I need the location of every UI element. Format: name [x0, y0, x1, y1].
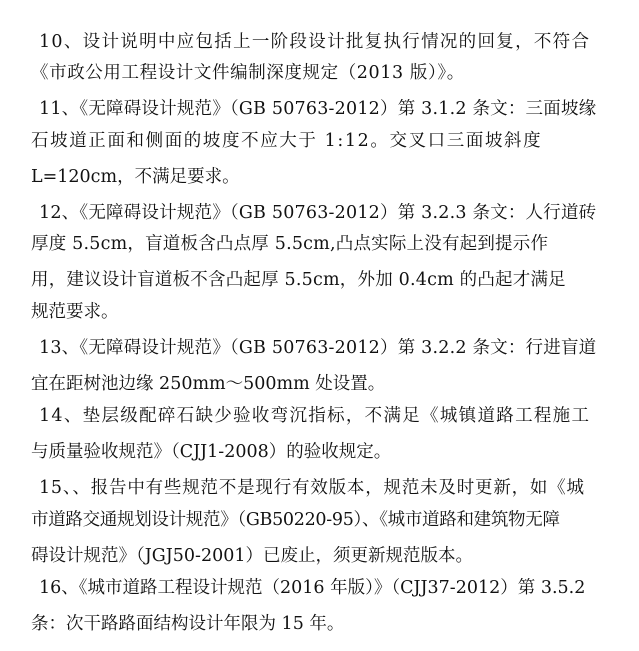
item-12-line-4: 规范要求。 [31, 302, 119, 322]
item-14-line-1: 14、垫层级配碎石缺少验收弯沉指标，不满足《城镇道路工程施工 [39, 406, 591, 426]
item-15-line-1: 15、、报告中有些规范不是现行有效版本，规范未及时更新，如《城 [39, 478, 585, 498]
item-13-line-2: 宜在距树池边缘 250mm～500mm 处设置。 [31, 374, 386, 394]
item-11-line-3: L=120cm，不满足要求。 [31, 167, 240, 187]
item-12-line-3: 用，建议设计盲道板不含凸起厚 5.5cm，外加 0.4cm 的凸起才满足 [31, 270, 566, 290]
item-11-line-2: 石坡道正面和侧面的坡度不应大于 1:12。交叉口三面坡斜度 [31, 131, 543, 151]
item-12-line-2: 厚度 5.5cm，盲道板含凸点厚 5.5cm,凸点实际上没有起到提示作 [31, 234, 549, 254]
item-10-line-2: 《市政公用工程设计文件编制深度规定（2013 版）》。 [31, 63, 465, 83]
item-16-line-2: 条：次干路路面结构设计年限为 15 年。 [31, 614, 345, 634]
item-11-line-1: 11、《无障碍设计规范》（GB 50763-2012）第 3.1.2 条文：三面坡缘 [39, 99, 597, 119]
item-15-line-2: 市道路交通规划设计规范》（GB50220-95）、《城市道路和建筑物无障 [31, 510, 560, 530]
item-15-line-3: 碍设计规范》（JGJ50-2001）已废止，须更新规范版本。 [31, 546, 473, 566]
item-13-line-1: 13、《无障碍设计规范》（GB 50763-2012）第 3.2.2 条文：行进盲道 [39, 338, 597, 358]
item-16-line-1: 16、《城市道路工程设计规范（2016 年版）》（CJJ37-2012）第 3.5.2 [39, 578, 586, 598]
item-10-line-1: 10、设计说明中应包括上一阶段设计批复执行情况的回复，不符合 [39, 32, 591, 52]
item-14-line-2: 与质量验收规范》（CJJ1-2008）的验收规定。 [31, 442, 392, 462]
item-12-line-1: 12、《无障碍设计规范》（GB 50763-2012）第 3.2.3 条文：人行道砖 [39, 203, 597, 223]
